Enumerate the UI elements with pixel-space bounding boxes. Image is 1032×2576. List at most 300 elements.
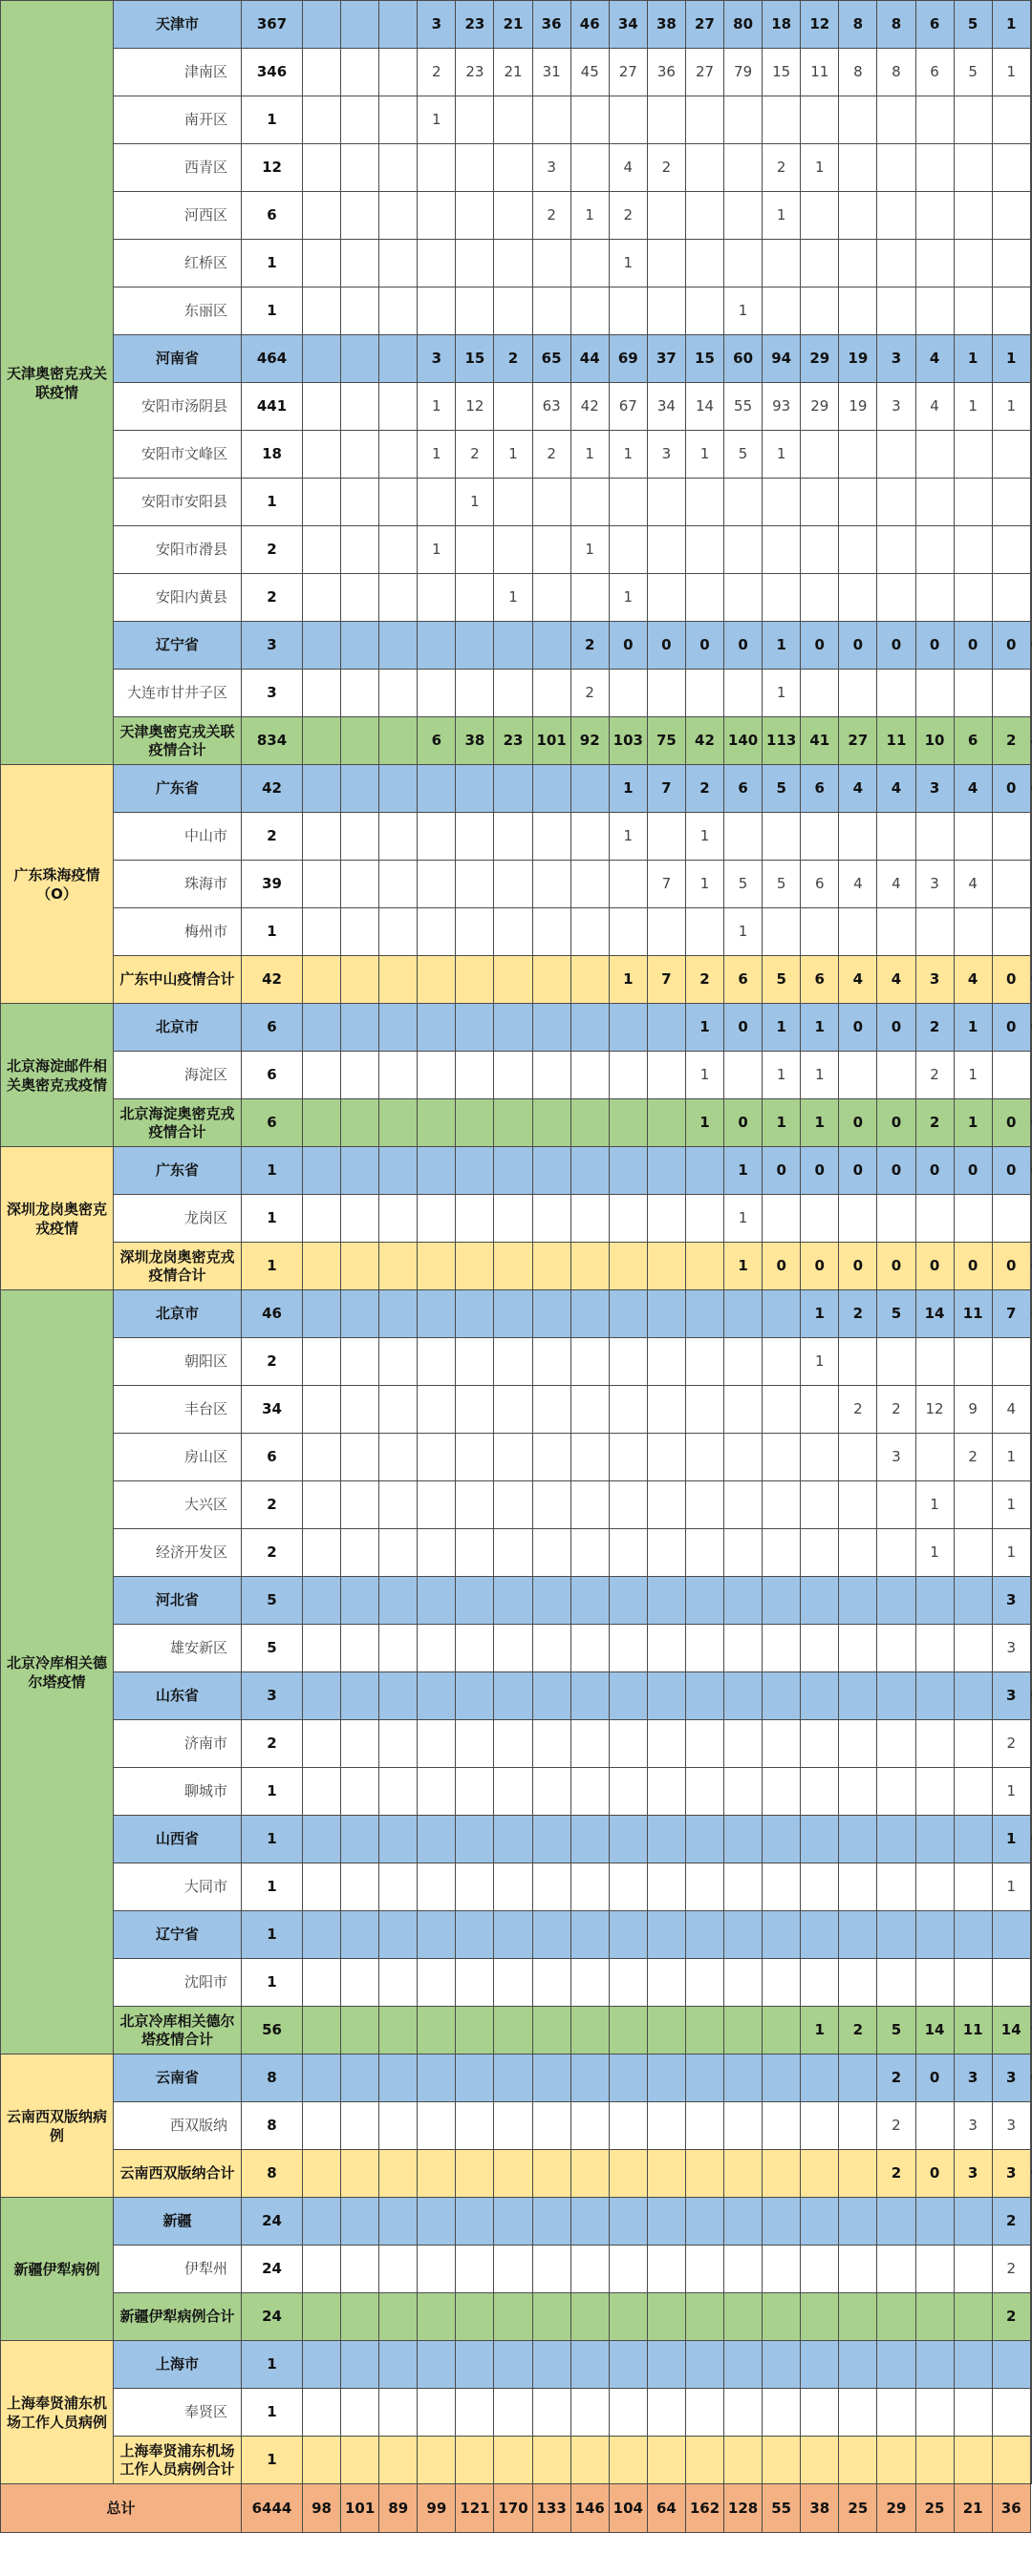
daily-count-cell bbox=[724, 2341, 763, 2389]
daily-count-cell bbox=[1030, 1099, 1031, 1147]
daily-count-cell bbox=[801, 574, 839, 622]
daily-count-cell bbox=[992, 1911, 1030, 1959]
daily-count-cell bbox=[303, 240, 341, 287]
daily-count-cell bbox=[839, 2054, 877, 2102]
daily-count-cell: 0 bbox=[763, 1243, 801, 1290]
daily-count-cell bbox=[456, 1434, 494, 1481]
daily-count-cell bbox=[1030, 1434, 1031, 1481]
daily-count-cell: 2 bbox=[839, 1290, 877, 1338]
daily-count-cell: 93 bbox=[763, 383, 801, 431]
daily-count-cell: 2 bbox=[839, 2007, 877, 2054]
daily-count-cell bbox=[839, 192, 877, 240]
region-total: 1 bbox=[242, 1863, 303, 1911]
daily-count-cell bbox=[1030, 1290, 1031, 1338]
daily-count-cell bbox=[839, 96, 877, 144]
region-name: 大同市 bbox=[114, 1863, 242, 1911]
province-row bbox=[1, 335, 1032, 383]
daily-count-cell bbox=[1030, 526, 1031, 574]
daily-count-cell bbox=[570, 1672, 609, 1720]
daily-count-cell: 0 bbox=[992, 622, 1030, 670]
daily-count-cell bbox=[532, 1195, 570, 1243]
region-total: 367 bbox=[242, 1, 303, 49]
grand-total-daily-cell: 89 bbox=[379, 2484, 418, 2533]
daily-count-cell bbox=[647, 1338, 685, 1386]
daily-count-cell bbox=[839, 1338, 877, 1386]
daily-count-cell bbox=[456, 2293, 494, 2341]
daily-count-cell bbox=[992, 240, 1030, 287]
daily-count-cell bbox=[685, 1147, 723, 1195]
daily-count-cell bbox=[724, 1959, 763, 2007]
daily-count-cell: 1 bbox=[763, 1099, 801, 1147]
daily-count-cell bbox=[763, 287, 801, 335]
daily-count-cell bbox=[418, 1147, 456, 1195]
daily-count-cell bbox=[647, 2198, 685, 2246]
daily-count-cell bbox=[1030, 574, 1031, 622]
province-row bbox=[1, 1577, 1032, 1625]
daily-count-cell bbox=[303, 1816, 341, 1863]
daily-count-cell bbox=[418, 2389, 456, 2437]
daily-count-cell bbox=[877, 1863, 915, 1911]
daily-count-cell bbox=[609, 2198, 647, 2246]
daily-count-cell: 2 bbox=[839, 1386, 877, 1434]
daily-count-cell: 1 bbox=[992, 1434, 1030, 1481]
daily-count-cell bbox=[418, 1004, 456, 1052]
daily-count-cell bbox=[685, 96, 723, 144]
daily-count-cell: 2 bbox=[685, 765, 723, 813]
daily-count-cell bbox=[1030, 2007, 1031, 2054]
daily-count-cell: 3 bbox=[954, 2102, 992, 2150]
daily-count-cell bbox=[609, 1720, 647, 1768]
region-name: 天津奥密克戎关联疫情合计 bbox=[114, 717, 242, 765]
daily-count-cell bbox=[1030, 1911, 1031, 1959]
daily-count-cell bbox=[494, 1243, 532, 1290]
daily-count-cell bbox=[303, 1959, 341, 2007]
daily-count-cell bbox=[303, 1863, 341, 1911]
daily-count-cell bbox=[839, 2246, 877, 2293]
daily-count-cell bbox=[570, 1052, 609, 1099]
daily-count-cell bbox=[647, 1911, 685, 1959]
daily-count-cell bbox=[379, 1195, 418, 1243]
daily-count-cell bbox=[763, 2102, 801, 2150]
daily-count-cell bbox=[379, 479, 418, 526]
daily-count-cell bbox=[341, 670, 379, 717]
daily-count-cell bbox=[992, 479, 1030, 526]
daily-count-cell: 2 bbox=[877, 2102, 915, 2150]
daily-count-cell bbox=[494, 670, 532, 717]
daily-count-cell: 0 bbox=[992, 765, 1030, 813]
daily-count-cell bbox=[839, 431, 877, 479]
daily-count-cell bbox=[647, 96, 685, 144]
daily-count-cell bbox=[303, 335, 341, 383]
daily-count-cell bbox=[341, 2246, 379, 2293]
daily-count-cell bbox=[647, 2054, 685, 2102]
daily-count-cell bbox=[303, 2102, 341, 2150]
daily-count-cell bbox=[418, 1720, 456, 1768]
daily-count-cell bbox=[609, 1147, 647, 1195]
daily-count-cell bbox=[341, 144, 379, 192]
daily-count-cell bbox=[609, 2389, 647, 2437]
daily-count-cell bbox=[647, 1529, 685, 1577]
daily-count-cell bbox=[839, 2102, 877, 2150]
daily-count-cell bbox=[456, 813, 494, 861]
daily-count-cell bbox=[532, 622, 570, 670]
daily-count-cell bbox=[341, 2054, 379, 2102]
region-total: 834 bbox=[242, 717, 303, 765]
daily-count-cell: 2 bbox=[915, 1052, 954, 1099]
daily-count-cell bbox=[418, 1243, 456, 1290]
daily-count-cell bbox=[763, 2054, 801, 2102]
province-row bbox=[1, 1004, 1032, 1052]
daily-count-cell bbox=[801, 1481, 839, 1529]
region-total: 6 bbox=[242, 192, 303, 240]
daily-count-cell bbox=[341, 1768, 379, 1816]
daily-count-cell bbox=[801, 1434, 839, 1481]
daily-count-cell bbox=[839, 2341, 877, 2389]
daily-count-cell bbox=[303, 144, 341, 192]
district-row bbox=[1, 1338, 1032, 1386]
daily-count-cell bbox=[1030, 383, 1031, 431]
daily-count-cell bbox=[685, 287, 723, 335]
daily-count-cell bbox=[647, 1147, 685, 1195]
daily-count-cell bbox=[724, 2389, 763, 2437]
daily-count-cell bbox=[341, 2150, 379, 2198]
daily-count-cell bbox=[724, 1672, 763, 1720]
daily-count-cell bbox=[915, 1959, 954, 2007]
daily-count-cell bbox=[915, 2341, 954, 2389]
daily-count-cell: 1 bbox=[456, 479, 494, 526]
subtotal-row bbox=[1, 956, 1032, 1004]
daily-count-cell bbox=[379, 1386, 418, 1434]
daily-count-cell bbox=[915, 1768, 954, 1816]
daily-count-cell bbox=[647, 2389, 685, 2437]
daily-count-cell bbox=[801, 1577, 839, 1625]
region-total: 2 bbox=[242, 1338, 303, 1386]
daily-count-cell bbox=[915, 1863, 954, 1911]
daily-count-cell bbox=[647, 908, 685, 956]
daily-count-cell bbox=[763, 1195, 801, 1243]
daily-count-cell: 92 bbox=[570, 717, 609, 765]
daily-count-cell: 5 bbox=[763, 956, 801, 1004]
daily-count-cell bbox=[1030, 1147, 1031, 1195]
daily-count-cell bbox=[801, 1768, 839, 1816]
daily-count-cell: 3 bbox=[877, 335, 915, 383]
daily-count-cell bbox=[992, 96, 1030, 144]
region-name: 中山市 bbox=[114, 813, 242, 861]
daily-count-cell bbox=[609, 1577, 647, 1625]
region-total: 346 bbox=[242, 49, 303, 96]
daily-count-cell: 0 bbox=[801, 1147, 839, 1195]
region-name: 沈阳市 bbox=[114, 1959, 242, 2007]
daily-count-cell: 42 bbox=[685, 717, 723, 765]
daily-count-cell bbox=[379, 1959, 418, 2007]
daily-count-cell bbox=[839, 1959, 877, 2007]
daily-count-cell bbox=[685, 2341, 723, 2389]
daily-count-cell bbox=[915, 96, 954, 144]
daily-count-cell bbox=[877, 2246, 915, 2293]
daily-count-cell bbox=[494, 96, 532, 144]
daily-count-cell bbox=[954, 2389, 992, 2437]
daily-count-cell bbox=[801, 2150, 839, 2198]
daily-count-cell bbox=[609, 2054, 647, 2102]
daily-count-cell bbox=[839, 240, 877, 287]
daily-count-cell bbox=[724, 526, 763, 574]
region-total: 2 bbox=[242, 574, 303, 622]
daily-count-cell bbox=[303, 2389, 341, 2437]
daily-count-cell bbox=[992, 2389, 1030, 2437]
daily-count-cell bbox=[647, 1672, 685, 1720]
daily-count-cell bbox=[532, 908, 570, 956]
daily-count-cell bbox=[801, 1911, 839, 1959]
daily-count-cell bbox=[685, 144, 723, 192]
daily-count-cell bbox=[532, 240, 570, 287]
daily-count-cell bbox=[456, 1863, 494, 1911]
daily-count-cell: 3 bbox=[992, 1672, 1030, 1720]
region-name: 上海奉贤浦东机场工作人员病例合计 bbox=[114, 2437, 242, 2484]
daily-count-cell bbox=[839, 2389, 877, 2437]
daily-count-cell bbox=[609, 1004, 647, 1052]
daily-count-cell bbox=[839, 1863, 877, 1911]
daily-count-cell bbox=[877, 2437, 915, 2484]
daily-count-cell: 3 bbox=[915, 861, 954, 908]
daily-count-cell bbox=[609, 1672, 647, 1720]
region-name: 梅州市 bbox=[114, 908, 242, 956]
daily-count-cell bbox=[992, 1959, 1030, 2007]
daily-count-cell: 3 bbox=[992, 1625, 1030, 1672]
daily-count-cell bbox=[379, 1720, 418, 1768]
daily-count-cell bbox=[647, 2102, 685, 2150]
daily-count-cell bbox=[456, 1816, 494, 1863]
daily-count-cell bbox=[303, 1911, 341, 1959]
daily-count-cell bbox=[570, 1720, 609, 1768]
daily-count-cell bbox=[647, 813, 685, 861]
daily-count-cell bbox=[494, 479, 532, 526]
daily-count-cell bbox=[532, 2246, 570, 2293]
daily-count-cell bbox=[763, 574, 801, 622]
daily-count-cell bbox=[609, 2102, 647, 2150]
daily-count-cell bbox=[570, 1099, 609, 1147]
daily-count-cell bbox=[532, 2341, 570, 2389]
daily-count-cell: 38 bbox=[456, 717, 494, 765]
daily-count-cell bbox=[801, 1195, 839, 1243]
daily-count-cell: 1 bbox=[570, 431, 609, 479]
daily-count-cell bbox=[456, 1959, 494, 2007]
daily-count-cell: 21 bbox=[494, 1, 532, 49]
subtotal-row bbox=[1, 2437, 1032, 2484]
daily-count-cell bbox=[1030, 1529, 1031, 1577]
daily-count-cell bbox=[877, 479, 915, 526]
daily-count-cell bbox=[685, 2246, 723, 2293]
daily-count-cell bbox=[494, 1147, 532, 1195]
daily-count-cell: 1 bbox=[801, 1099, 839, 1147]
daily-count-cell bbox=[494, 813, 532, 861]
daily-count-cell bbox=[877, 1672, 915, 1720]
daily-count-cell bbox=[456, 1768, 494, 1816]
daily-count-cell bbox=[647, 1099, 685, 1147]
daily-count-cell bbox=[685, 526, 723, 574]
daily-count-cell bbox=[1030, 2341, 1031, 2389]
region-name: 安阳内黄县 bbox=[114, 574, 242, 622]
grand-total-row bbox=[1, 2484, 1032, 2533]
daily-count-cell: 0 bbox=[801, 622, 839, 670]
daily-count-cell bbox=[379, 431, 418, 479]
daily-count-cell bbox=[685, 2007, 723, 2054]
daily-count-cell: 2 bbox=[456, 431, 494, 479]
daily-count-cell bbox=[915, 2198, 954, 2246]
region-total: 1 bbox=[242, 1195, 303, 1243]
daily-count-cell bbox=[303, 1481, 341, 1529]
daily-count-cell bbox=[801, 1863, 839, 1911]
daily-count-cell: 1 bbox=[685, 1099, 723, 1147]
daily-count-cell bbox=[763, 1672, 801, 1720]
daily-count-cell bbox=[839, 813, 877, 861]
daily-count-cell bbox=[1030, 144, 1031, 192]
daily-count-cell bbox=[532, 1911, 570, 1959]
daily-count-cell bbox=[570, 1768, 609, 1816]
daily-count-cell bbox=[379, 670, 418, 717]
daily-count-cell bbox=[954, 1481, 992, 1529]
daily-count-cell bbox=[303, 2341, 341, 2389]
daily-count-cell bbox=[418, 1052, 456, 1099]
grand-total-daily-cell: 98 bbox=[303, 2484, 341, 2533]
daily-count-cell: 14 bbox=[915, 1290, 954, 1338]
daily-count-cell: 36 bbox=[647, 49, 685, 96]
daily-count-cell bbox=[456, 1529, 494, 1577]
daily-count-cell bbox=[303, 1434, 341, 1481]
daily-count-cell bbox=[801, 908, 839, 956]
daily-count-cell bbox=[801, 1672, 839, 1720]
daily-count-cell bbox=[915, 2293, 954, 2341]
daily-count-cell: 2 bbox=[954, 1434, 992, 1481]
daily-count-cell bbox=[494, 192, 532, 240]
daily-count-cell bbox=[456, 956, 494, 1004]
daily-count-cell bbox=[647, 1481, 685, 1529]
daily-count-cell bbox=[494, 2150, 532, 2198]
daily-count-cell bbox=[341, 2007, 379, 2054]
daily-count-cell bbox=[532, 2389, 570, 2437]
daily-count-cell bbox=[801, 431, 839, 479]
daily-count-cell: 60 bbox=[724, 335, 763, 383]
region-total: 1 bbox=[242, 1911, 303, 1959]
daily-count-cell: 1 bbox=[609, 813, 647, 861]
daily-count-cell bbox=[801, 813, 839, 861]
daily-count-cell bbox=[532, 2198, 570, 2246]
daily-count-cell bbox=[1030, 2389, 1031, 2437]
daily-count-cell bbox=[915, 908, 954, 956]
daily-count-cell bbox=[341, 287, 379, 335]
daily-count-cell bbox=[724, 1052, 763, 1099]
daily-count-cell bbox=[1030, 1816, 1031, 1863]
daily-count-cell bbox=[379, 2007, 418, 2054]
daily-count-cell bbox=[801, 2246, 839, 2293]
daily-count-cell bbox=[609, 1338, 647, 1386]
daily-count-cell: 1 bbox=[685, 861, 723, 908]
daily-count-cell bbox=[724, 2198, 763, 2246]
daily-count-cell bbox=[341, 813, 379, 861]
daily-count-cell bbox=[801, 1386, 839, 1434]
daily-count-cell bbox=[570, 1529, 609, 1577]
daily-count-cell bbox=[532, 526, 570, 574]
daily-count-cell bbox=[379, 574, 418, 622]
daily-count-cell bbox=[724, 1290, 763, 1338]
daily-count-cell: 2 bbox=[992, 717, 1030, 765]
daily-count-cell bbox=[954, 1529, 992, 1577]
region-name: 辽宁省 bbox=[114, 622, 242, 670]
daily-count-cell bbox=[379, 1481, 418, 1529]
daily-count-cell bbox=[456, 2341, 494, 2389]
daily-count-cell: 6 bbox=[724, 956, 763, 1004]
daily-count-cell bbox=[877, 1959, 915, 2007]
daily-count-cell bbox=[647, 1004, 685, 1052]
daily-count-cell: 0 bbox=[877, 1243, 915, 1290]
daily-count-cell bbox=[341, 908, 379, 956]
daily-count-cell: 5 bbox=[954, 1, 992, 49]
daily-count-cell bbox=[379, 1863, 418, 1911]
daily-count-cell bbox=[685, 1577, 723, 1625]
daily-count-cell bbox=[839, 670, 877, 717]
daily-count-cell bbox=[839, 526, 877, 574]
daily-count-cell bbox=[877, 908, 915, 956]
daily-count-cell bbox=[839, 1720, 877, 1768]
daily-count-cell: 19 bbox=[839, 383, 877, 431]
daily-count-cell: 3 bbox=[915, 956, 954, 1004]
daily-count-cell bbox=[379, 2437, 418, 2484]
daily-count-cell bbox=[954, 1768, 992, 1816]
daily-count-cell bbox=[494, 526, 532, 574]
region-total: 46 bbox=[242, 1290, 303, 1338]
daily-count-cell bbox=[1030, 431, 1031, 479]
daily-count-cell bbox=[647, 240, 685, 287]
daily-count-cell: 37 bbox=[647, 335, 685, 383]
daily-count-cell: 7 bbox=[647, 956, 685, 1004]
daily-count-cell bbox=[801, 2102, 839, 2150]
daily-count-cell: 6 bbox=[801, 956, 839, 1004]
daily-count-cell bbox=[724, 2437, 763, 2484]
daily-count-cell bbox=[992, 431, 1030, 479]
daily-count-cell bbox=[341, 383, 379, 431]
daily-count-cell bbox=[1030, 1959, 1031, 2007]
province-row bbox=[1, 2198, 1032, 2246]
daily-count-cell: 1 bbox=[954, 335, 992, 383]
daily-count-cell: 1 bbox=[801, 2007, 839, 2054]
daily-count-cell bbox=[570, 1625, 609, 1672]
daily-count-cell bbox=[456, 622, 494, 670]
daily-count-cell: 101 bbox=[532, 717, 570, 765]
daily-count-cell bbox=[839, 1577, 877, 1625]
district-row bbox=[1, 526, 1032, 574]
daily-count-cell: 15 bbox=[456, 335, 494, 383]
daily-count-cell bbox=[532, 1243, 570, 1290]
daily-count-cell bbox=[418, 2341, 456, 2389]
cluster-label: 北京海淀邮件相关奥密克戎疫情 bbox=[1, 1004, 114, 1147]
daily-count-cell bbox=[839, 287, 877, 335]
daily-count-cell: 3 bbox=[915, 765, 954, 813]
daily-count-cell bbox=[685, 1243, 723, 1290]
daily-count-cell bbox=[685, 1290, 723, 1338]
daily-count-cell bbox=[763, 240, 801, 287]
daily-count-cell bbox=[685, 1386, 723, 1434]
daily-count-cell bbox=[801, 96, 839, 144]
daily-count-cell: 1 bbox=[570, 192, 609, 240]
daily-count-cell: 7 bbox=[992, 1290, 1030, 1338]
daily-count-cell bbox=[418, 908, 456, 956]
region-name: 西青区 bbox=[114, 144, 242, 192]
daily-count-cell bbox=[379, 2246, 418, 2293]
daily-count-cell bbox=[1030, 2054, 1031, 2102]
daily-count-cell: 1 bbox=[915, 1529, 954, 1577]
daily-count-cell bbox=[570, 1577, 609, 1625]
daily-count-cell bbox=[570, 2437, 609, 2484]
daily-count-cell bbox=[341, 192, 379, 240]
